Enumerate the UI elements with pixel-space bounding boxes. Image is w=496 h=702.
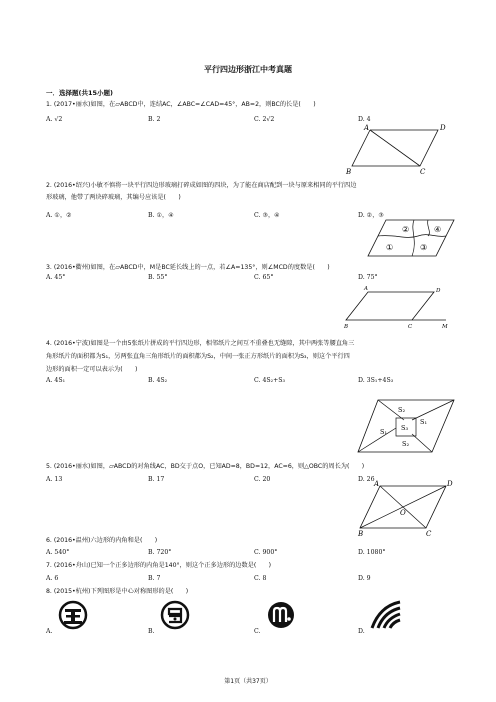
page-footer: 第1页（共37页） [224, 678, 272, 685]
question-7-stem: 7. (2016•舟山)已知一个正多边形的内角是140°，则这个正多边形的边数是( ) [46, 562, 272, 569]
question-8-stem: 8. (2015•杭州)下列图形是中心对称图形的是( ) [46, 588, 189, 595]
q8-logo-d-icon [370, 600, 402, 630]
q7-option-a[interactable]: A. 6 [46, 575, 59, 582]
q3-label-c: C [408, 324, 413, 330]
question-4-line-1: 4. (2016•宁波)如图是一个由5张纸片拼成的平行四边形，相邻纸片之间互不重叠也无缝隙，其中两张等腰直角三 [46, 340, 355, 347]
q1-parallelogram-figure [340, 124, 450, 176]
q3-parallelogram-figure [342, 286, 452, 330]
q6-option-a[interactable]: A. 540° [46, 549, 70, 556]
question-5-stem: 5. (2016•丽水)如图，▱ABCD的对角线AC，BD交于点O，已知AD=8，BD=12，AC=6，则△OBC的周长为( ) [46, 463, 365, 470]
q7-option-b[interactable]: B. 7 [148, 575, 161, 582]
q4-piece-s3-center: S₃ [401, 424, 409, 432]
q3-label-m: M [442, 324, 448, 330]
question-1-stem: 1. (2017•丽水)如图，在▱ABCD中，连结AC，∠ABC=∠CAD=45°，AB=2，则BC的长是( ) [46, 101, 316, 108]
question-3-stem: 3. (2016•衢州)如图，在▱ABCD中，M是BC延长线上的一点，若∠A=135°，则∠MCD的度数是( ) [46, 264, 330, 271]
q7-option-d[interactable]: D. 9 [358, 575, 371, 582]
q2-piece-2: ② [402, 225, 410, 234]
q4-option-d[interactable]: D. 3S₁+4S₃ [358, 377, 394, 384]
q3-option-b[interactable]: B. 55° [148, 274, 168, 281]
q2-option-c[interactable]: C. ③，④ [254, 212, 280, 219]
q7-option-c[interactable]: C. 8 [254, 575, 267, 582]
q8-logo-c-icon [266, 600, 296, 630]
q1-option-d[interactable]: D. 4 [358, 116, 371, 123]
q4-five-pieces-figure [356, 398, 456, 454]
question-4-line-3: 边形的面积一定可以表示为( ) [46, 366, 138, 373]
q8-logo-a-icon [58, 600, 88, 630]
q8-option-d[interactable]: D. [358, 628, 365, 635]
q1-label-d: D [440, 124, 446, 132]
q1-label-a: A [364, 124, 370, 132]
question-2-line-2: 形玻璃，他带了两块碎玻璃，其编号应该是( ) [46, 194, 181, 201]
q5-option-b[interactable]: B. 17 [148, 476, 165, 483]
q4-piece-s1-right: S₁ [420, 418, 428, 426]
q5-label-b: B [358, 530, 364, 538]
q4-option-a[interactable]: A. 4S₁ [46, 377, 66, 384]
section-heading: 一．选择题(共15小题) [46, 89, 113, 97]
q6-option-b[interactable]: B. 720° [148, 549, 172, 556]
q8-option-c[interactable]: C. [254, 628, 261, 635]
q5-label-a: A [374, 480, 380, 488]
q2-piece-3: ③ [420, 243, 428, 252]
q8-logo-b-icon [160, 600, 190, 630]
q4-option-c[interactable]: C. 4S₂+S₃ [254, 377, 286, 384]
q8-option-b[interactable]: B. [148, 628, 155, 635]
q6-option-c[interactable]: C. 900° [254, 549, 278, 556]
question-2-line-1: 2. (2016•绍兴)小敏不慎将一块平行四边形玻璃打碎成如图的四块，为了能在商店配到一块与原来相同的平行四边 [46, 182, 357, 189]
q2-option-d[interactable]: D. ②，③ [358, 212, 384, 219]
q4-piece-s2-top: S₂ [398, 406, 406, 414]
q3-option-a[interactable]: A. 45° [46, 274, 66, 281]
question-6-stem: 6. (2016•温州)六边形的内角和是( ) [46, 537, 158, 544]
page-title: 平行四边形浙江中考真题 [204, 65, 292, 74]
q1-option-a[interactable]: A. √2 [46, 116, 63, 123]
q5-option-a[interactable]: A. 13 [46, 476, 63, 483]
q3-label-d: D [436, 288, 441, 294]
q5-parallelogram-figure [356, 480, 456, 538]
q2-option-b[interactable]: B. ①，④ [148, 212, 174, 219]
q6-option-d[interactable]: D. 1080° [358, 549, 386, 556]
q8-option-a[interactable]: A. [46, 628, 53, 635]
q1-option-b[interactable]: B. 2 [148, 116, 161, 123]
q5-option-c[interactable]: C. 20 [254, 476, 271, 483]
q2-piece-4: ④ [434, 225, 442, 234]
q5-label-o: O [400, 509, 406, 517]
q2-piece-1: ① [386, 243, 394, 252]
q2-option-a[interactable]: A. ①，② [46, 212, 72, 219]
q3-label-a: A [364, 286, 368, 292]
q5-label-c: C [426, 530, 432, 538]
q4-option-b[interactable]: B. 4S₂ [148, 377, 168, 384]
q5-option-d[interactable]: D. 26 [358, 476, 375, 483]
q2-broken-glass-figure [366, 218, 456, 258]
q4-piece-s1-left: S₁ [380, 428, 388, 436]
q5-label-d: D [447, 480, 453, 488]
q1-option-c[interactable]: C. 2√2 [254, 116, 275, 123]
q3-option-d[interactable]: D. 75° [358, 274, 378, 281]
q4-piece-s2-bottom: S₂ [402, 440, 410, 448]
q3-label-b: B [344, 324, 349, 330]
q1-label-c: C [420, 168, 426, 176]
q1-label-b: B [346, 168, 352, 176]
question-4-line-2: 角形纸片的面积都为S₁，另两张直角三角形纸片的面积都为S₂，中间一张正方形纸片的面积为S₃，则这个平行四 [46, 353, 350, 360]
q3-option-c[interactable]: C. 65° [254, 274, 274, 281]
